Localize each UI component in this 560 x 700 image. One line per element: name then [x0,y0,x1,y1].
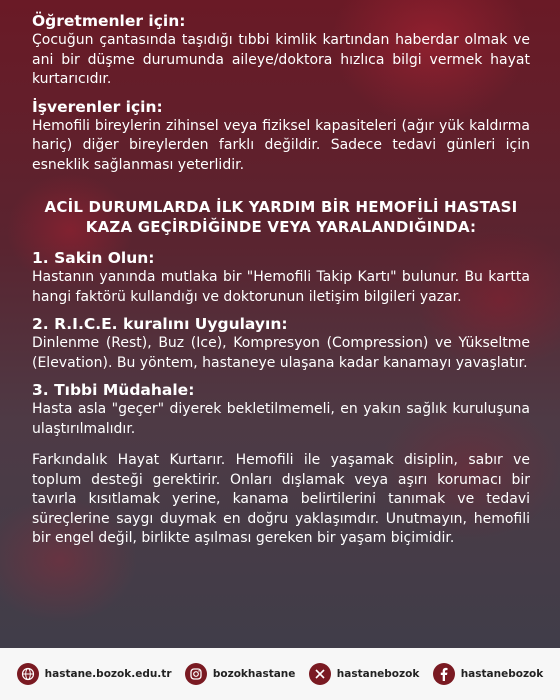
facebook-link[interactable] [433,663,544,685]
employers-section [32,98,530,176]
employers-text: Hemofili bireylerin zihinsel veya fiziksel kapasiteleri (ağır yük kaldırma hariç) diğer bireylerden farklı değildir. Sadece tedavi günleri için esneklik sağlanması yeterlidir. [32,117,530,173]
website-link[interactable] [17,663,172,685]
teachers-heading: Öğretmenler için: [32,12,186,30]
facebook-label: hastanebozok [460,668,544,680]
website-label: hastane.bozok.edu.tr [44,668,172,680]
instagram-label: bozokhastane [212,668,296,680]
step-3 [32,381,530,439]
step-text: Hasta asla "geçer" diyerek bekletilmemeli, en yakın sağlık kuruluşuna ulaştırılmalıdır. [32,401,530,437]
closing-text: Farkındalık Hayat Kurtarır. Hemofili ile yaşamak disiplin, sabır ve toplum desteği gerektirir. Onları dışlamak veya aşırı korumacı bir tavırla kısıtlamak yerine, kanama belirtilerini tanımak ve tedavi süreçlerine saygı duymak en doğru yaklaşımdır. Unutmayın, hemofili bir engel değil, birlikte aşılması gereken bir yaşam biçimidir. [32,452,530,546]
instagram-link[interactable] [185,663,296,685]
x-label: hastanebozok [336,668,420,680]
main-content [32,12,530,557]
step-1 [32,249,530,307]
step-text: Dinlenme (Rest), Buz (Ice), Kompresyon (Compression) ve Yükseltme (Elevation). Bu yöntem, hastaneye ulaşana kadar kanamayı yavaşlatır. [32,335,530,371]
instagram-icon [185,663,207,685]
emergency-title: ACİL DURUMLARDA İLK YARDIM BİR HEMOFİLİ HASTASI KAZA GEÇİRDİĞİNDE VEYA YARALANDIĞINDA: [44,198,518,236]
employers-heading: İşverenler için: [32,97,163,116]
x-link[interactable] [309,663,420,685]
closing-section [32,451,530,549]
teachers-section [32,12,530,90]
social-footer [0,648,560,700]
step-heading: 2. R.I.C.E. kuralını Uygulayın: [32,315,288,333]
teachers-text: Çocuğun çantasında taşıdığı tıbbi kimlik kartından haberdar olmak ve ani bir düşme durumunda aileye/doktora hızlıca bilgi vermek hayat kurtarıcıdır. [32,32,530,87]
step-text: Hastanın yanında mutlaka bir "Hemofili Takip Kartı" bulunur. Bu kartta hangi faktörü kullandığı ve doktorunun iletişim bilgileri yazar. [32,269,530,305]
step-heading: 3. Tıbbi Müdahale: [32,381,195,399]
x-icon [309,663,331,685]
globe-icon [17,663,39,685]
step-heading: 1. Sakin Olun: [32,249,155,267]
facebook-icon [433,663,455,685]
step-2 [32,315,530,373]
